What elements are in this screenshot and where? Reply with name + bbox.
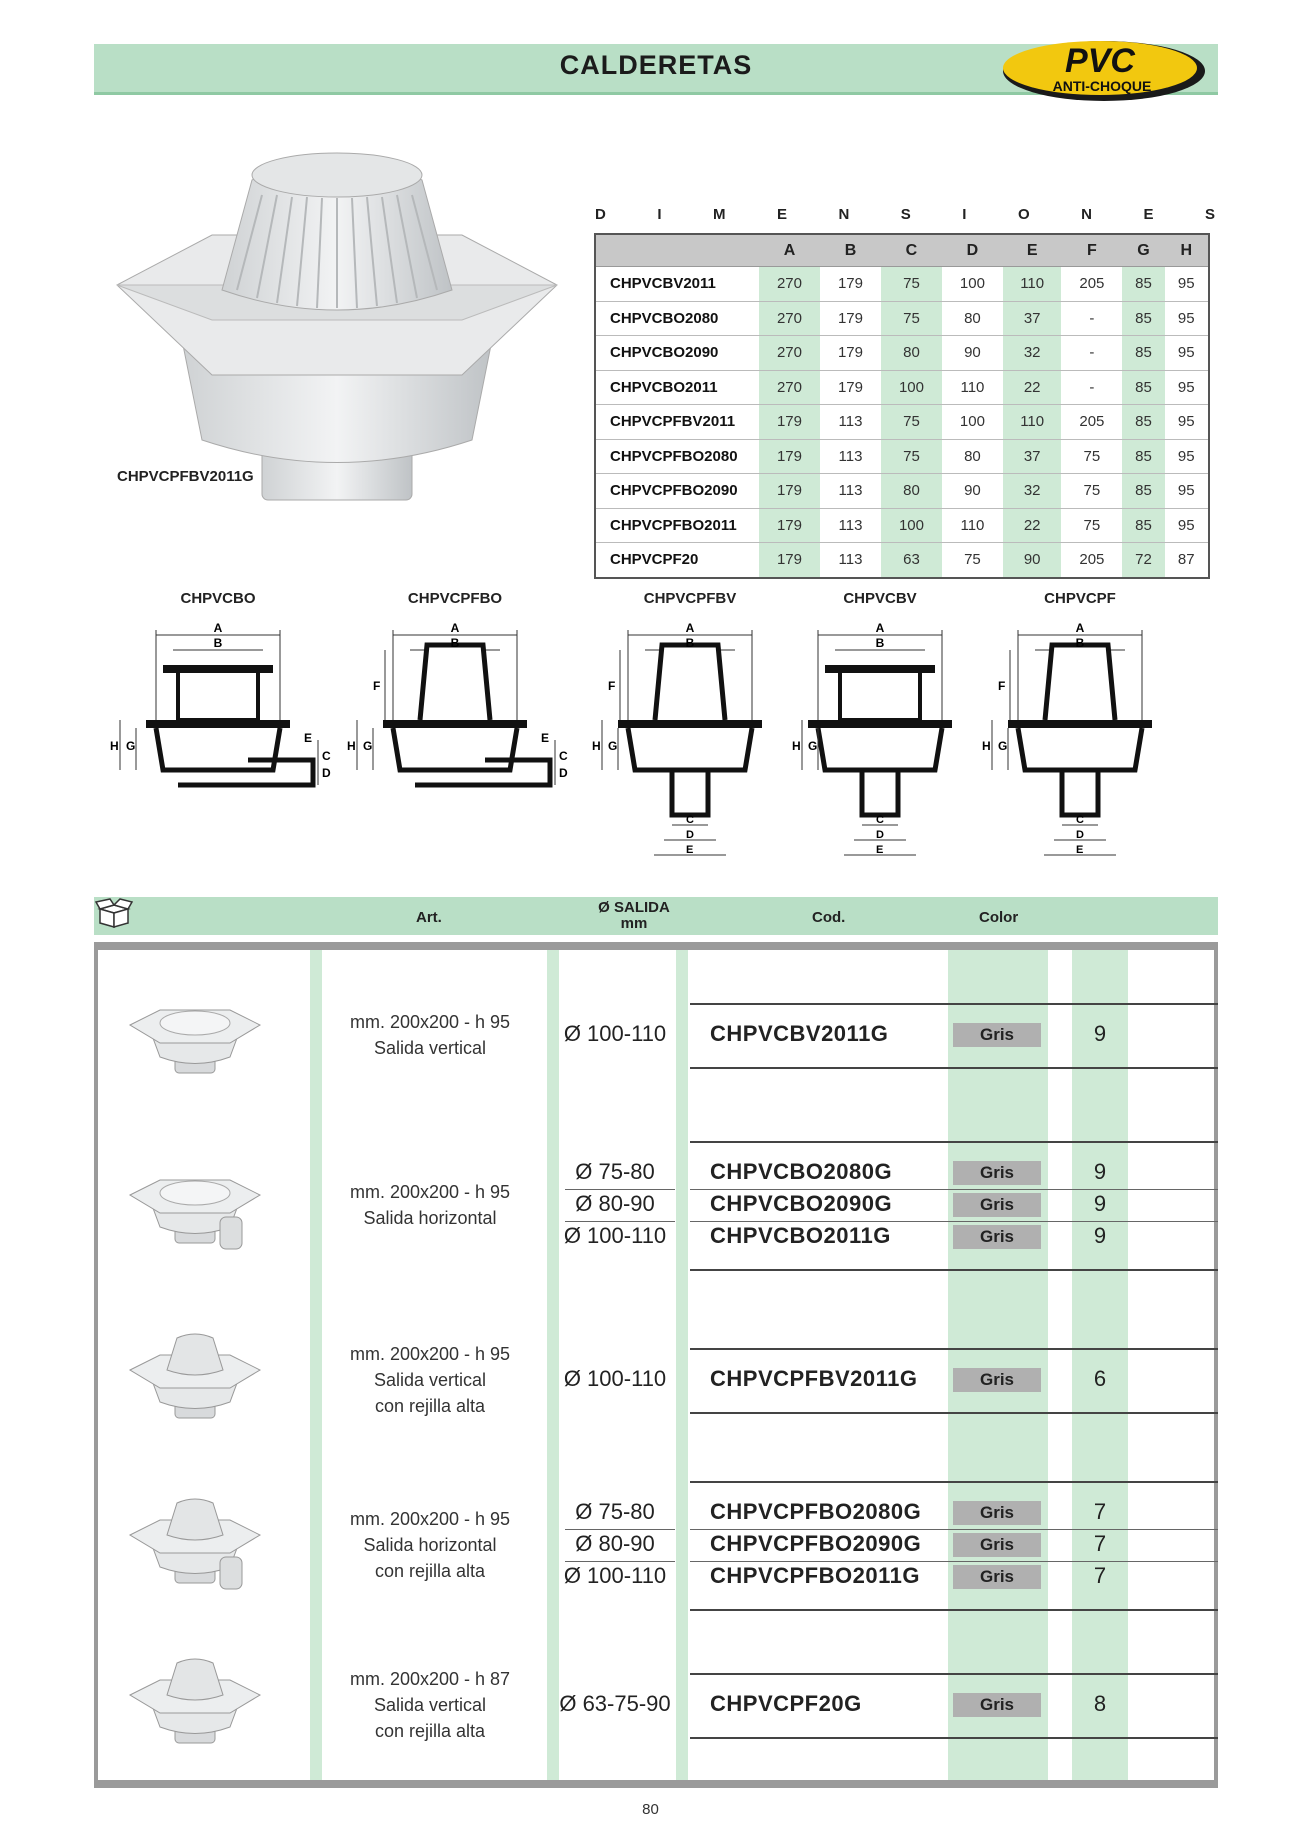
dimension-row-code: CHPVCBO2090 — [595, 336, 759, 371]
dimension-value: 113 — [820, 508, 881, 543]
outlet-diameter: Ø 80-90 — [575, 1531, 655, 1556]
dim-letter-c: C — [686, 814, 694, 826]
dimension-column-header: B — [820, 234, 881, 267]
dimension-row-code: CHPVCBO2080 — [595, 301, 759, 336]
dim-letter-a: A — [450, 621, 460, 635]
header-salida-line1: Ø SALIDA — [598, 899, 670, 916]
dim-letter-h: H — [982, 739, 991, 753]
column-stripe — [547, 950, 559, 1780]
dimension-value: 90 — [942, 336, 1003, 371]
drain-grate-photo — [112, 140, 562, 510]
dim-letter-b: B — [875, 636, 885, 650]
product-code: CHPVCBO2080G — [710, 1159, 893, 1184]
box-quantity: 9 — [1093, 1021, 1107, 1046]
dimension-value: 95 — [1165, 405, 1209, 440]
dimension-row — [595, 508, 1209, 543]
dim-letter-h: H — [792, 739, 801, 753]
heading-letter: N — [1081, 206, 1092, 223]
dim-letter-a: A — [213, 621, 223, 635]
color-badge: Gris — [953, 1161, 1041, 1185]
dimension-column-header: D — [942, 234, 1003, 267]
dimension-value: 85 — [1122, 405, 1164, 440]
header-empty — [595, 234, 759, 267]
dimension-value: 75 — [1061, 439, 1122, 474]
box-quantity: 9 — [1093, 1191, 1107, 1216]
dimension-row — [595, 474, 1209, 509]
box-quantity: 6 — [1093, 1366, 1107, 1391]
dimension-value: 85 — [1122, 301, 1164, 336]
description-line: Salida vertical — [373, 1370, 487, 1390]
dimension-value: 37 — [1003, 301, 1061, 336]
dimension-value: 113 — [820, 405, 881, 440]
description-line: mm. 200x200 - h 95 — [349, 1182, 511, 1202]
dimension-value: 113 — [820, 439, 881, 474]
dim-letter-c: C — [876, 814, 884, 826]
dim-letter-d: D — [1076, 829, 1084, 841]
row-bottom-rule — [690, 1412, 1218, 1414]
color-badge: Gris — [953, 1693, 1041, 1717]
logo-main-text: PVC — [1065, 42, 1135, 80]
dimension-row-code: CHPVCBO2011 — [595, 370, 759, 405]
dim-letter-h: H — [110, 739, 119, 753]
dim-letter-c: C — [1076, 814, 1084, 826]
dimension-value: 205 — [1061, 543, 1122, 578]
dimension-row — [595, 370, 1209, 405]
dim-letter-b: B — [685, 636, 695, 650]
description-line: con rejilla alta — [374, 1561, 486, 1581]
diameter-separator — [565, 1221, 675, 1222]
dimension-value: 95 — [1165, 439, 1209, 474]
dimension-value: 113 — [820, 543, 881, 578]
box-quantity: 9 — [1093, 1159, 1107, 1184]
description-line: con rejilla alta — [374, 1721, 486, 1741]
dimension-value: 110 — [942, 508, 1003, 543]
dimension-value: 110 — [942, 370, 1003, 405]
header-color: Color — [979, 909, 1019, 926]
item-separator — [690, 1529, 1218, 1530]
dimension-value: 179 — [759, 508, 820, 543]
heading-letter: S — [1204, 206, 1215, 223]
dimension-row-code: CHPVCPFBO2090 — [595, 474, 759, 509]
dimension-value: 37 — [1003, 439, 1061, 474]
dim-letter-g: G — [126, 739, 136, 753]
dimension-column-header: E — [1003, 234, 1061, 267]
row-top-rule — [690, 1003, 1218, 1005]
row-top-rule — [690, 1673, 1218, 1675]
row-top-rule — [690, 1141, 1218, 1143]
dimension-value: 80 — [942, 439, 1003, 474]
description-line: mm. 200x200 - h 95 — [349, 1012, 511, 1032]
row-bottom-rule — [690, 1609, 1218, 1611]
dimension-value: 75 — [942, 543, 1003, 578]
dim-letter-f: F — [998, 679, 1006, 693]
box-quantity: 7 — [1093, 1563, 1107, 1588]
heading-letter: N — [838, 206, 850, 223]
product-description — [320, 1341, 540, 1419]
color-badge: Gris — [953, 1368, 1041, 1392]
item-separator — [690, 1189, 1218, 1190]
dimension-value: 80 — [881, 474, 942, 509]
dimension-row — [595, 301, 1209, 336]
product-code: CHPVCPFBO2090G — [710, 1531, 922, 1556]
dimension-value: 80 — [881, 336, 942, 371]
dim-letter-f: F — [373, 679, 381, 693]
product-description — [320, 1666, 540, 1744]
dimension-row — [595, 267, 1209, 302]
color-badge: Gris — [953, 1565, 1041, 1589]
dim-letter-a: A — [685, 621, 695, 635]
diagram-label: CHPVCPF — [1044, 590, 1116, 607]
dimension-value: 32 — [1003, 336, 1061, 371]
dimension-value: 110 — [1003, 267, 1061, 302]
dimension-value: 85 — [1122, 439, 1164, 474]
column-stripe — [676, 950, 688, 1780]
dimension-value: 95 — [1165, 508, 1209, 543]
dimension-value: 100 — [942, 267, 1003, 302]
heading-letter: I — [657, 206, 662, 223]
row-bottom-rule — [690, 1067, 1218, 1069]
dimension-value: 72 — [1122, 543, 1164, 578]
dimension-column-header: G — [1122, 234, 1164, 267]
dim-letter-g: G — [363, 739, 373, 753]
product-code: CHPVCBO2011G — [710, 1223, 891, 1248]
column-stripe — [948, 950, 1048, 1780]
row-top-rule — [690, 1481, 1218, 1483]
diameter-separator — [565, 1529, 675, 1530]
catalogue-header — [94, 897, 1218, 935]
dimension-value: 75 — [1061, 474, 1122, 509]
dimension-column-header: A — [759, 234, 820, 267]
header-art: Art. — [416, 909, 442, 926]
dim-letter-a: A — [1075, 621, 1085, 635]
product-code: CHPVCBV2011G — [710, 1021, 889, 1046]
product-code: CHPVCPF20G — [710, 1691, 862, 1716]
pvc-anti-choque-logo — [1000, 38, 1208, 104]
dimension-value: 85 — [1122, 267, 1164, 302]
outlet-diameter: Ø 75-80 — [575, 1499, 655, 1524]
dimension-value: 87 — [1165, 543, 1209, 578]
row-bottom-rule — [690, 1737, 1218, 1739]
drain-diagram-icon — [980, 620, 1180, 870]
dimension-row — [595, 439, 1209, 474]
dimension-row — [595, 543, 1209, 578]
dimension-value: 85 — [1122, 336, 1164, 371]
box-icon — [94, 897, 134, 929]
item-separator — [690, 1561, 1218, 1562]
dimension-value: 179 — [820, 267, 881, 302]
drain-diagram-icon — [108, 620, 331, 870]
diagram-label: CHPVCBV — [843, 590, 917, 607]
dim-letter-d: D — [322, 766, 331, 780]
dimension-column-header: C — [881, 234, 942, 267]
dimension-value: 100 — [942, 405, 1003, 440]
dimension-value: 95 — [1165, 336, 1209, 371]
page-title: CALDERETAS — [559, 50, 753, 80]
heading-letter: D — [595, 206, 606, 223]
dimension-row-code: CHPVCPF20 — [595, 543, 759, 578]
dimension-value: 95 — [1165, 370, 1209, 405]
product-thumbnail-icon — [125, 1495, 265, 1595]
dimension-value: - — [1061, 301, 1122, 336]
dim-letter-d: D — [876, 829, 884, 841]
product-thumbnail-icon — [125, 985, 265, 1085]
dimension-value: 179 — [820, 301, 881, 336]
header-cod: Cod. — [812, 909, 846, 926]
dimension-value: 179 — [820, 370, 881, 405]
page-number: 80 — [642, 1801, 659, 1818]
dim-letter-e: E — [304, 731, 313, 745]
outlet-diameter: Ø 100-110 — [563, 1563, 667, 1588]
drain-diagram-icon — [345, 620, 568, 870]
outlet-diameter: Ø 80-90 — [575, 1191, 655, 1216]
dimension-value: 90 — [942, 474, 1003, 509]
color-badge: Gris — [953, 1501, 1041, 1525]
color-badge: Gris — [953, 1023, 1041, 1047]
product-thumbnail-icon — [125, 1655, 265, 1755]
box-quantity: 9 — [1093, 1223, 1107, 1248]
dimensions-table — [594, 233, 1210, 579]
dimension-row-code: CHPVCPFBO2080 — [595, 439, 759, 474]
dim-letter-b: B — [450, 636, 460, 650]
dimension-value: 205 — [1061, 267, 1122, 302]
product-code: CHPVCBO2090G — [710, 1191, 893, 1216]
drain-diagram-icon — [790, 620, 970, 870]
featured-product-label: CHPVCPFBV2011G — [117, 468, 254, 485]
dim-letter-d: D — [686, 829, 694, 841]
box-quantity: 7 — [1093, 1531, 1107, 1556]
outlet-diameter: Ø 100-110 — [563, 1021, 667, 1046]
heading-letter: I — [962, 206, 967, 223]
dimensions-header-row — [595, 234, 1209, 267]
diagram-label: CHPVCBO — [180, 590, 256, 607]
dimension-value: 179 — [759, 543, 820, 578]
description-line: Salida vertical — [373, 1038, 487, 1058]
description-line: mm. 200x200 - h 95 — [349, 1344, 511, 1364]
box-quantity: 8 — [1093, 1691, 1107, 1716]
product-code: CHPVCPFBO2011G — [710, 1563, 920, 1588]
dim-letter-h: H — [347, 739, 356, 753]
dim-letter-g: G — [808, 739, 818, 753]
product-description — [320, 1009, 540, 1061]
dimension-value: 85 — [1122, 370, 1164, 405]
description-line: Salida horizontal — [363, 1208, 497, 1228]
heading-letter: E — [1143, 206, 1154, 223]
outlet-diameter: Ø 63-75-90 — [559, 1691, 671, 1716]
product-description — [320, 1506, 540, 1584]
heading-letter: M — [712, 206, 726, 223]
dim-letter-f: F — [608, 679, 616, 693]
dimension-value: 179 — [759, 405, 820, 440]
dim-letter-b: B — [1075, 636, 1085, 650]
dimension-value: 95 — [1165, 267, 1209, 302]
product-code: CHPVCPFBV2011G — [710, 1366, 918, 1391]
dimension-value: 100 — [881, 370, 942, 405]
heading-letter: E — [776, 206, 787, 223]
dimension-value: 75 — [1061, 508, 1122, 543]
dim-letter-c: C — [559, 749, 568, 763]
heading-letter: O — [1017, 206, 1030, 223]
dimension-row-code: CHPVCPFBO2011 — [595, 508, 759, 543]
outlet-diameter: Ø 75-80 — [575, 1159, 655, 1184]
outlet-diameter: Ø 100-110 — [563, 1223, 667, 1248]
description-line: Salida horizontal — [363, 1535, 497, 1555]
product-thumbnail-icon — [125, 1155, 265, 1255]
dim-letter-a: A — [875, 621, 885, 635]
diameter-separator — [565, 1561, 675, 1562]
dimension-value: - — [1061, 336, 1122, 371]
dimension-value: 270 — [759, 301, 820, 336]
dim-letter-e: E — [1076, 844, 1084, 856]
dimension-column-header: H — [1165, 234, 1209, 267]
column-stripe — [1072, 950, 1128, 1780]
dimension-value: - — [1061, 370, 1122, 405]
dimension-row — [595, 405, 1209, 440]
dimension-value: 22 — [1003, 508, 1061, 543]
dim-letter-c: C — [322, 749, 331, 763]
dimension-value: 179 — [759, 474, 820, 509]
dimension-value: 63 — [881, 543, 942, 578]
color-badge: Gris — [953, 1225, 1041, 1249]
dimension-value: 113 — [820, 474, 881, 509]
product-code: CHPVCPFBO2080G — [710, 1499, 922, 1524]
dimension-value: 95 — [1165, 474, 1209, 509]
dimension-value: 85 — [1122, 508, 1164, 543]
color-badge: Gris — [953, 1193, 1041, 1217]
dim-letter-e: E — [541, 731, 550, 745]
dim-letter-d: D — [559, 766, 568, 780]
dim-letter-g: G — [998, 739, 1008, 753]
row-bottom-rule — [690, 1269, 1218, 1271]
dimension-value: 75 — [881, 439, 942, 474]
dimension-value: 179 — [820, 336, 881, 371]
dimension-value: 75 — [881, 405, 942, 440]
dimension-value: 95 — [1165, 301, 1209, 336]
row-top-rule — [690, 1348, 1218, 1350]
dimension-value: 90 — [1003, 543, 1061, 578]
diameter-separator — [565, 1189, 675, 1190]
dimension-value: 270 — [759, 336, 820, 371]
outlet-diameter: Ø 100-110 — [563, 1366, 667, 1391]
dimension-row-code: CHPVCBV2011 — [595, 267, 759, 302]
dimensions-heading — [595, 206, 1215, 223]
item-separator — [690, 1221, 1218, 1222]
box-quantity: 7 — [1093, 1499, 1107, 1524]
dim-letter-g: G — [608, 739, 618, 753]
dimension-value: 100 — [881, 508, 942, 543]
diagram-label: CHPVCPFBO — [407, 590, 503, 607]
header-salida — [564, 900, 704, 932]
description-line: con rejilla alta — [374, 1396, 486, 1416]
dimension-value: 22 — [1003, 370, 1061, 405]
description-line: Salida vertical — [373, 1695, 487, 1715]
dimension-value: 270 — [759, 370, 820, 405]
product-description — [320, 1179, 540, 1231]
dimension-value: 75 — [881, 267, 942, 302]
dimension-column-header: F — [1061, 234, 1122, 267]
dimension-value: 32 — [1003, 474, 1061, 509]
dimension-value: 205 — [1061, 405, 1122, 440]
dimension-value: 85 — [1122, 474, 1164, 509]
heading-letter: S — [900, 206, 911, 223]
dim-letter-e: E — [876, 844, 884, 856]
dim-letter-b: B — [213, 636, 223, 650]
header-salida-line2: mm — [620, 915, 648, 932]
dim-letter-h: H — [592, 739, 601, 753]
dimension-value: 270 — [759, 267, 820, 302]
logo-sub-text: ANTI-CHOQUE — [1052, 78, 1152, 94]
dimension-value: 75 — [881, 301, 942, 336]
description-line: mm. 200x200 - h 95 — [349, 1509, 511, 1529]
dimension-value: 179 — [759, 439, 820, 474]
dimension-row — [595, 336, 1209, 371]
color-badge: Gris — [953, 1533, 1041, 1557]
description-line: mm. 200x200 - h 87 — [349, 1669, 511, 1689]
dimension-value: 80 — [942, 301, 1003, 336]
drain-diagram-icon — [590, 620, 790, 870]
dimension-value: 110 — [1003, 405, 1061, 440]
product-thumbnail-icon — [125, 1330, 265, 1430]
dim-letter-e: E — [686, 844, 694, 856]
diagram-label: CHPVCPFBV — [643, 590, 737, 607]
dimension-row-code: CHPVCPFBV2011 — [595, 405, 759, 440]
